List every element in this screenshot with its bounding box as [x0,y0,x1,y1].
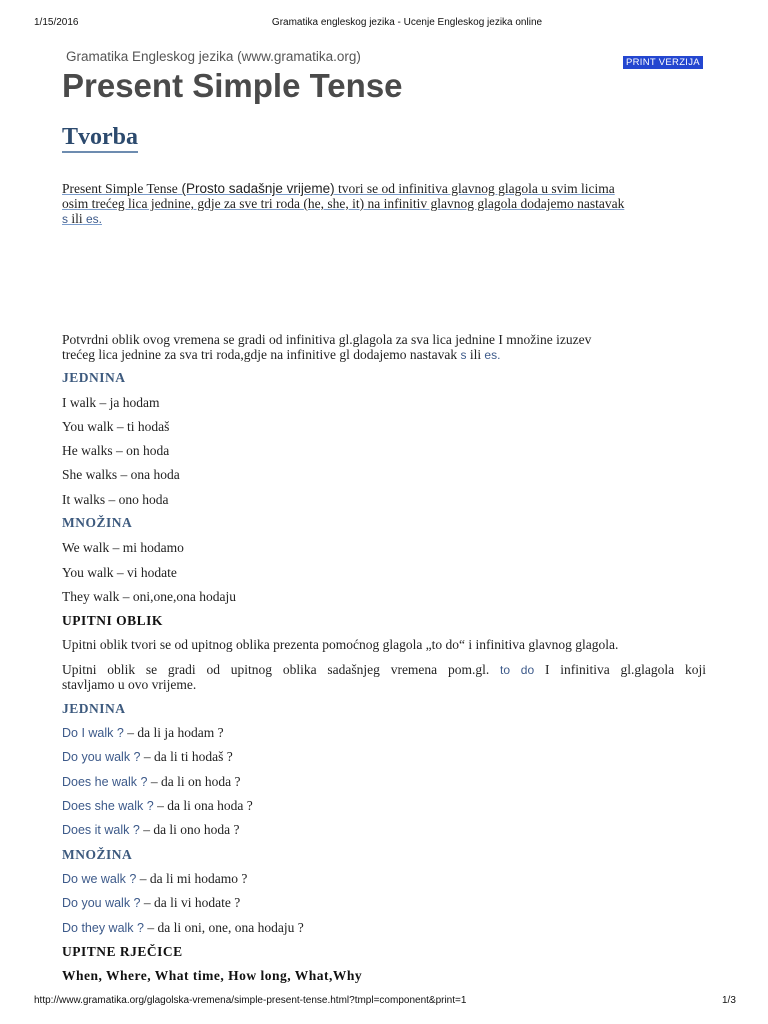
q-plural-heading: MNOŽINA [62,847,133,862]
list-item [62,798,253,814]
list-item: She walks – ona hoda [62,467,180,482]
question-paragraph-1: Upitni oblik tvori se od upitnog oblika prezenta pomoćnog glagola „to do“ i infinitiva glavnog glagola. [62,637,619,652]
affirmative-line-1: Potvrdni oblik ovog vremena se gradi od infinitiva gl.glagola za sva lica jednine I množine izuzev [62,332,592,347]
intro-text: ili [68,211,83,226]
singular-heading: JEDNINA [62,370,126,385]
answer: – da li on hoda ? [147,774,241,789]
question: Do you walk ? [62,896,141,910]
suffix-s: s [62,212,68,226]
list-item: You walk – vi hodate [62,565,177,580]
answer: – da li vi hodate ? [140,895,241,910]
affirmative-line-2 [62,347,500,364]
answer: – da li ja hodam ? [123,725,224,740]
list-item: He walks – on hoda [62,443,170,458]
question: Do you walk ? [62,750,141,764]
suffix-s: s [457,348,467,362]
list-item: I walk – ja hodam [62,395,160,410]
question-text: Upitni oblik se gradi od upitnog oblika sadašnjeg vremena pom.gl. [62,662,490,677]
list-item [62,822,240,838]
question: Do they walk ? [62,921,144,935]
site-name: Gramatika Engleskog jezika (www.gramatika.org) [66,49,361,64]
answer: – da li ono hoda ? [139,822,240,837]
section-title[interactable]: Tvorba [62,124,138,153]
list-item [62,774,240,790]
question: Does she walk ? [62,799,154,813]
answer: – da li ona hoda ? [153,798,253,813]
affirmative-text: trećeg lica jednine za sva tri roda,gdje na infinitive gl dodajemo nastavak [62,347,458,362]
list-item [62,920,304,936]
list-item: You walk – ti hodaš [62,419,170,434]
intro-line-2[interactable]: osim trećeg lica jednine, gdje za sve tri roda (he, she, it) na infinitiv glavnog glagola dodajemo nastavak [62,196,625,211]
question: Do I walk ? [62,726,124,740]
question: Does he walk ? [62,775,148,789]
suffix-es: es. [82,212,102,226]
intro-text: (Prosto sadašnje vrijeme) [177,181,335,196]
to-do-term: to do [489,663,535,677]
question-paragraph-2-line-2: stavljamo u ovo vrijeme. [62,677,197,692]
question: Does it walk ? [62,823,140,837]
q-singular-heading: JEDNINA [62,701,126,716]
list-item [62,725,224,741]
list-item [62,871,247,887]
answer: – da li mi hodamo ? [136,871,248,886]
page-title: Present Simple Tense [62,67,403,104]
question-heading: UPITNI OBLIK [62,613,163,628]
intro-line-3[interactable] [62,211,102,228]
print-date: 1/15/2016 [34,17,79,28]
affirmative-text: ili [466,347,482,362]
particles-list: When, Where, What time, How long, What,Why [62,968,363,983]
suffix-es: es. [481,348,501,362]
print-page-number: 1/3 [722,995,736,1006]
list-item [62,749,233,765]
intro-line-1[interactable] [62,181,615,197]
list-item: They walk – oni,one,ona hodaju [62,589,236,604]
question: Do we walk ? [62,872,137,886]
answer: – da li oni, one, ona hodaju ? [143,920,304,935]
answer: – da li ti hodaš ? [140,749,233,764]
list-item: It walks – ono hoda [62,492,169,507]
question-text: I infinitiva gl.glagola koji [534,662,706,677]
intro-text: Present Simple Tense [62,181,178,196]
list-item [62,895,240,911]
print-url: http://www.gramatika.org/glagolska-vremena/simple-present-tense.html?tmpl=component&print=1 [34,995,467,1006]
print-page-title: Gramatika engleskog jezika - Ucenje Engleskog jezika online [271,17,543,28]
particles-heading: UPITNE RJEČICE [62,944,183,959]
print-version-button[interactable]: PRINT VERZIJA [623,56,703,69]
list-item: We walk – mi hodamo [62,540,184,555]
intro-text: tvori se od infinitiva glavnog glagola u svim licima [334,181,615,196]
plural-heading: MNOŽINA [62,515,133,530]
